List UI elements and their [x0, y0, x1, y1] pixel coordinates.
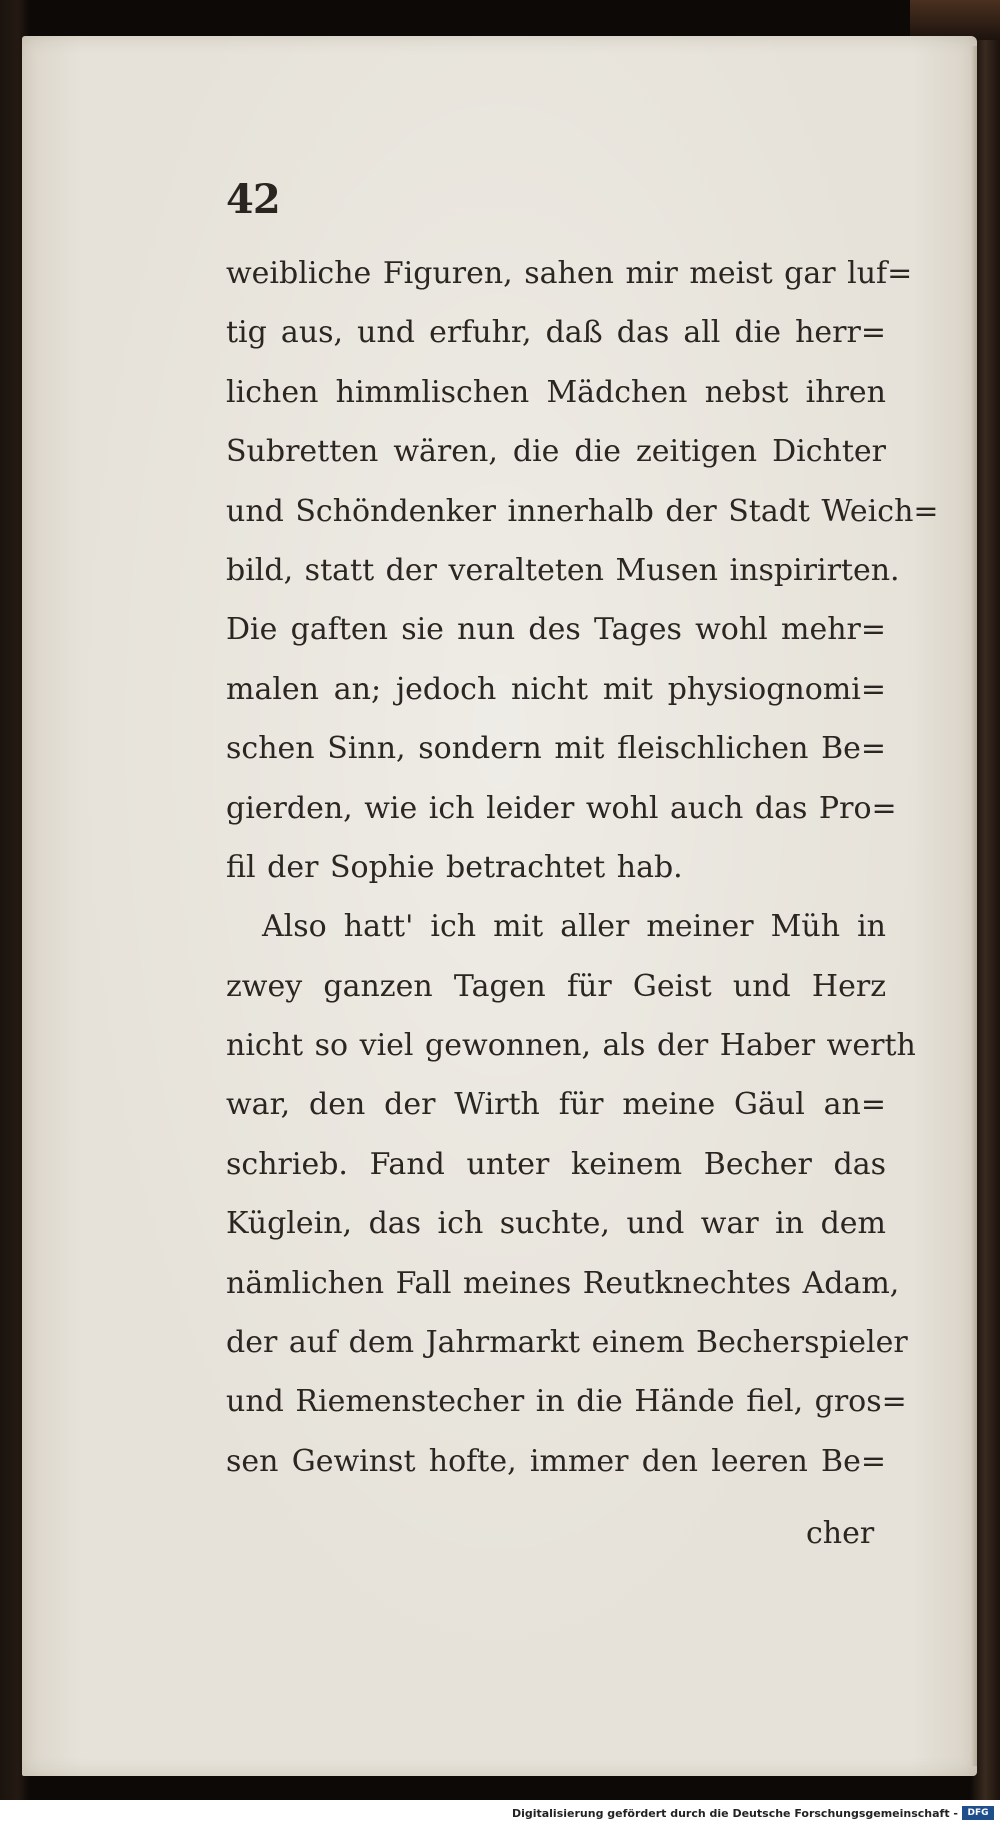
text-line: schen Sinn, sondern mit fleischlichen Be= [226, 731, 886, 767]
text-line: und Schöndenker innerhalb der Stadt Weich= [226, 493, 939, 529]
text-line: schrieb. Fand unter keinem Becher das [226, 1146, 886, 1182]
text-line: war, den der Wirth für meine Gäul an= [226, 1087, 886, 1123]
body-text [226, 244, 939, 1491]
text-line: Also hatt' ich mit aller meiner Müh in [262, 909, 886, 945]
footer-bar [0, 1800, 1000, 1827]
text-line: tig aus, und erfuhr, daß das all die herr= [226, 315, 886, 351]
dfg-logo: DFG [962, 1806, 994, 1820]
text-line: Die gaften sie nun des Tages wohl mehr= [226, 612, 886, 648]
book-spine [910, 0, 1000, 40]
text-line: zwey ganzen Tagen für Geist und Herz [226, 968, 886, 1004]
text-line: malen an; jedoch nicht mit physiognomi= [226, 671, 886, 707]
text-line: nämlichen Fall meines Reutknechtes Adam, [226, 1265, 900, 1301]
catchword: cher [806, 1516, 875, 1551]
text-line: sen Gewinst hofte, immer den leeren Be= [226, 1443, 886, 1479]
text-line: Küglein, das ich suchte, und war in dem [226, 1206, 886, 1242]
text-line: und Riemenstecher in die Hände fiel, gros= [226, 1384, 907, 1420]
text-line: lichen himmlischen Mädchen nebst ihren [226, 374, 886, 410]
text-line: der auf dem Jahrmarkt einem Becherspieler [226, 1325, 908, 1361]
digitization-credit: Digitalisierung gefördert durch die Deutsche Forschungsgemeinschaft - [511, 1807, 958, 1820]
page-number: 42 [226, 176, 280, 223]
text-line: fil der Sophie betrachtet hab. [226, 849, 683, 885]
text-line: bild, statt der veralteten Musen inspirirten. [226, 552, 900, 588]
text-line: nicht so viel gewonnen, als der Haber werth [226, 1028, 916, 1064]
text-line: gierden, wie ich leider wohl auch das Pro= [226, 790, 897, 826]
page-edge-shadow [971, 46, 977, 1766]
text-line: weibliche Figuren, sahen mir meist gar luf= [226, 256, 913, 291]
text-line: Subretten wären, die die zeitigen Dichter [226, 434, 886, 470]
